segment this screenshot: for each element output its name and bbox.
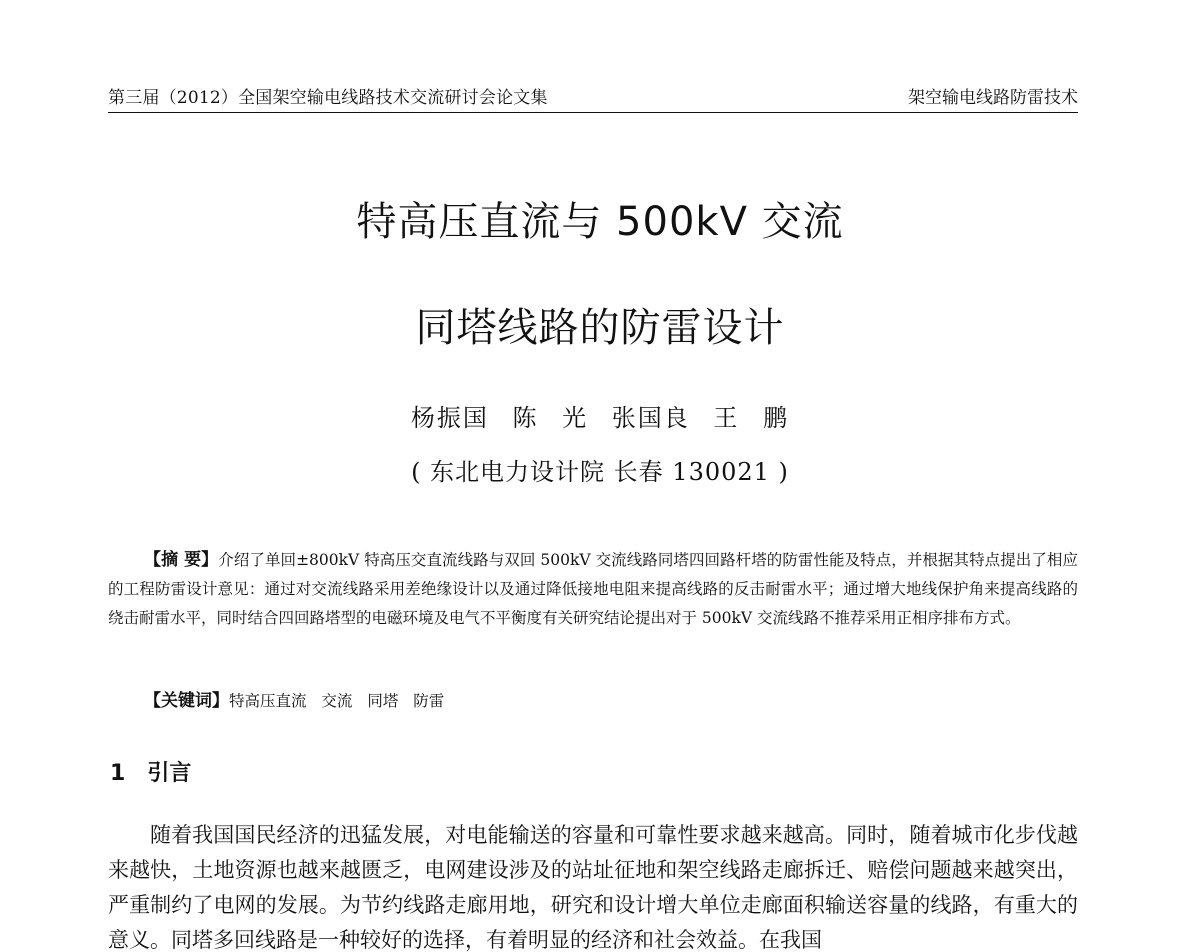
abstract-text: 介绍了单回±800kV 特高压交直流线路与双回 500kV 交流线路同塔四回路杆塔的防雷性能及特点，并根据其特点提出了相应的工程防雷设计意见：通过对交流线路采用差绝缘设计以及通过降低接地电阻来提高线路的反击耐雷水平；通过增大地线保护角来提高线路的绕击耐雷水平，同时结合四回路塔型的电磁环境及电气不平衡度有关研究结论提出对于 500kV 交流线路不推荐采用正相序排布方式。 [108,551,1078,627]
abstract [108,546,1078,633]
header-proceedings-title: 第三届（2012）全国架空输电线路技术交流研讨会论文集 [108,88,548,108]
author-affiliation: ( 东北电力设计院 长春 130021 ) [411,458,789,486]
author-list: 杨振国 陈 光 张国良 王 鹏 [410,404,790,432]
header-section-title: 架空输电线路防雷技术 [908,88,1078,108]
section-title: 引言 [147,761,192,786]
paper-title-line-1: 特高压直流与 500kV 交流 [356,199,844,245]
introduction-paragraph: 随着我国国民经济的迅猛发展，对电能输送的容量和可靠性要求越来越高。同时，随着城市化步伐越来越快，土地资源也越来越匮乏，电网建设涉及的站址征地和架空线路走廊拆迁、赔偿问题越来越突出，严重制约了电网的发展。为节约线路走廊用地，研究和设计增大单位走廊面积输送容量的线路，有重大的意义。同塔多回线路是一种较好的选择，有着明显的经济和社会效益。在我国 [108,823,1078,952]
paper-title-line-2: 同塔线路的防雷设计 [415,305,785,351]
keywords [144,686,444,711]
section-number: 1 [110,761,126,786]
running-header [108,84,1078,113]
keywords-text: 特高压直流 交流 同塔 防雷 [229,692,445,710]
abstract-label: 【摘 要】 [144,550,219,570]
section-heading-introduction [110,756,191,787]
keywords-label: 【关键词】 [144,691,229,711]
